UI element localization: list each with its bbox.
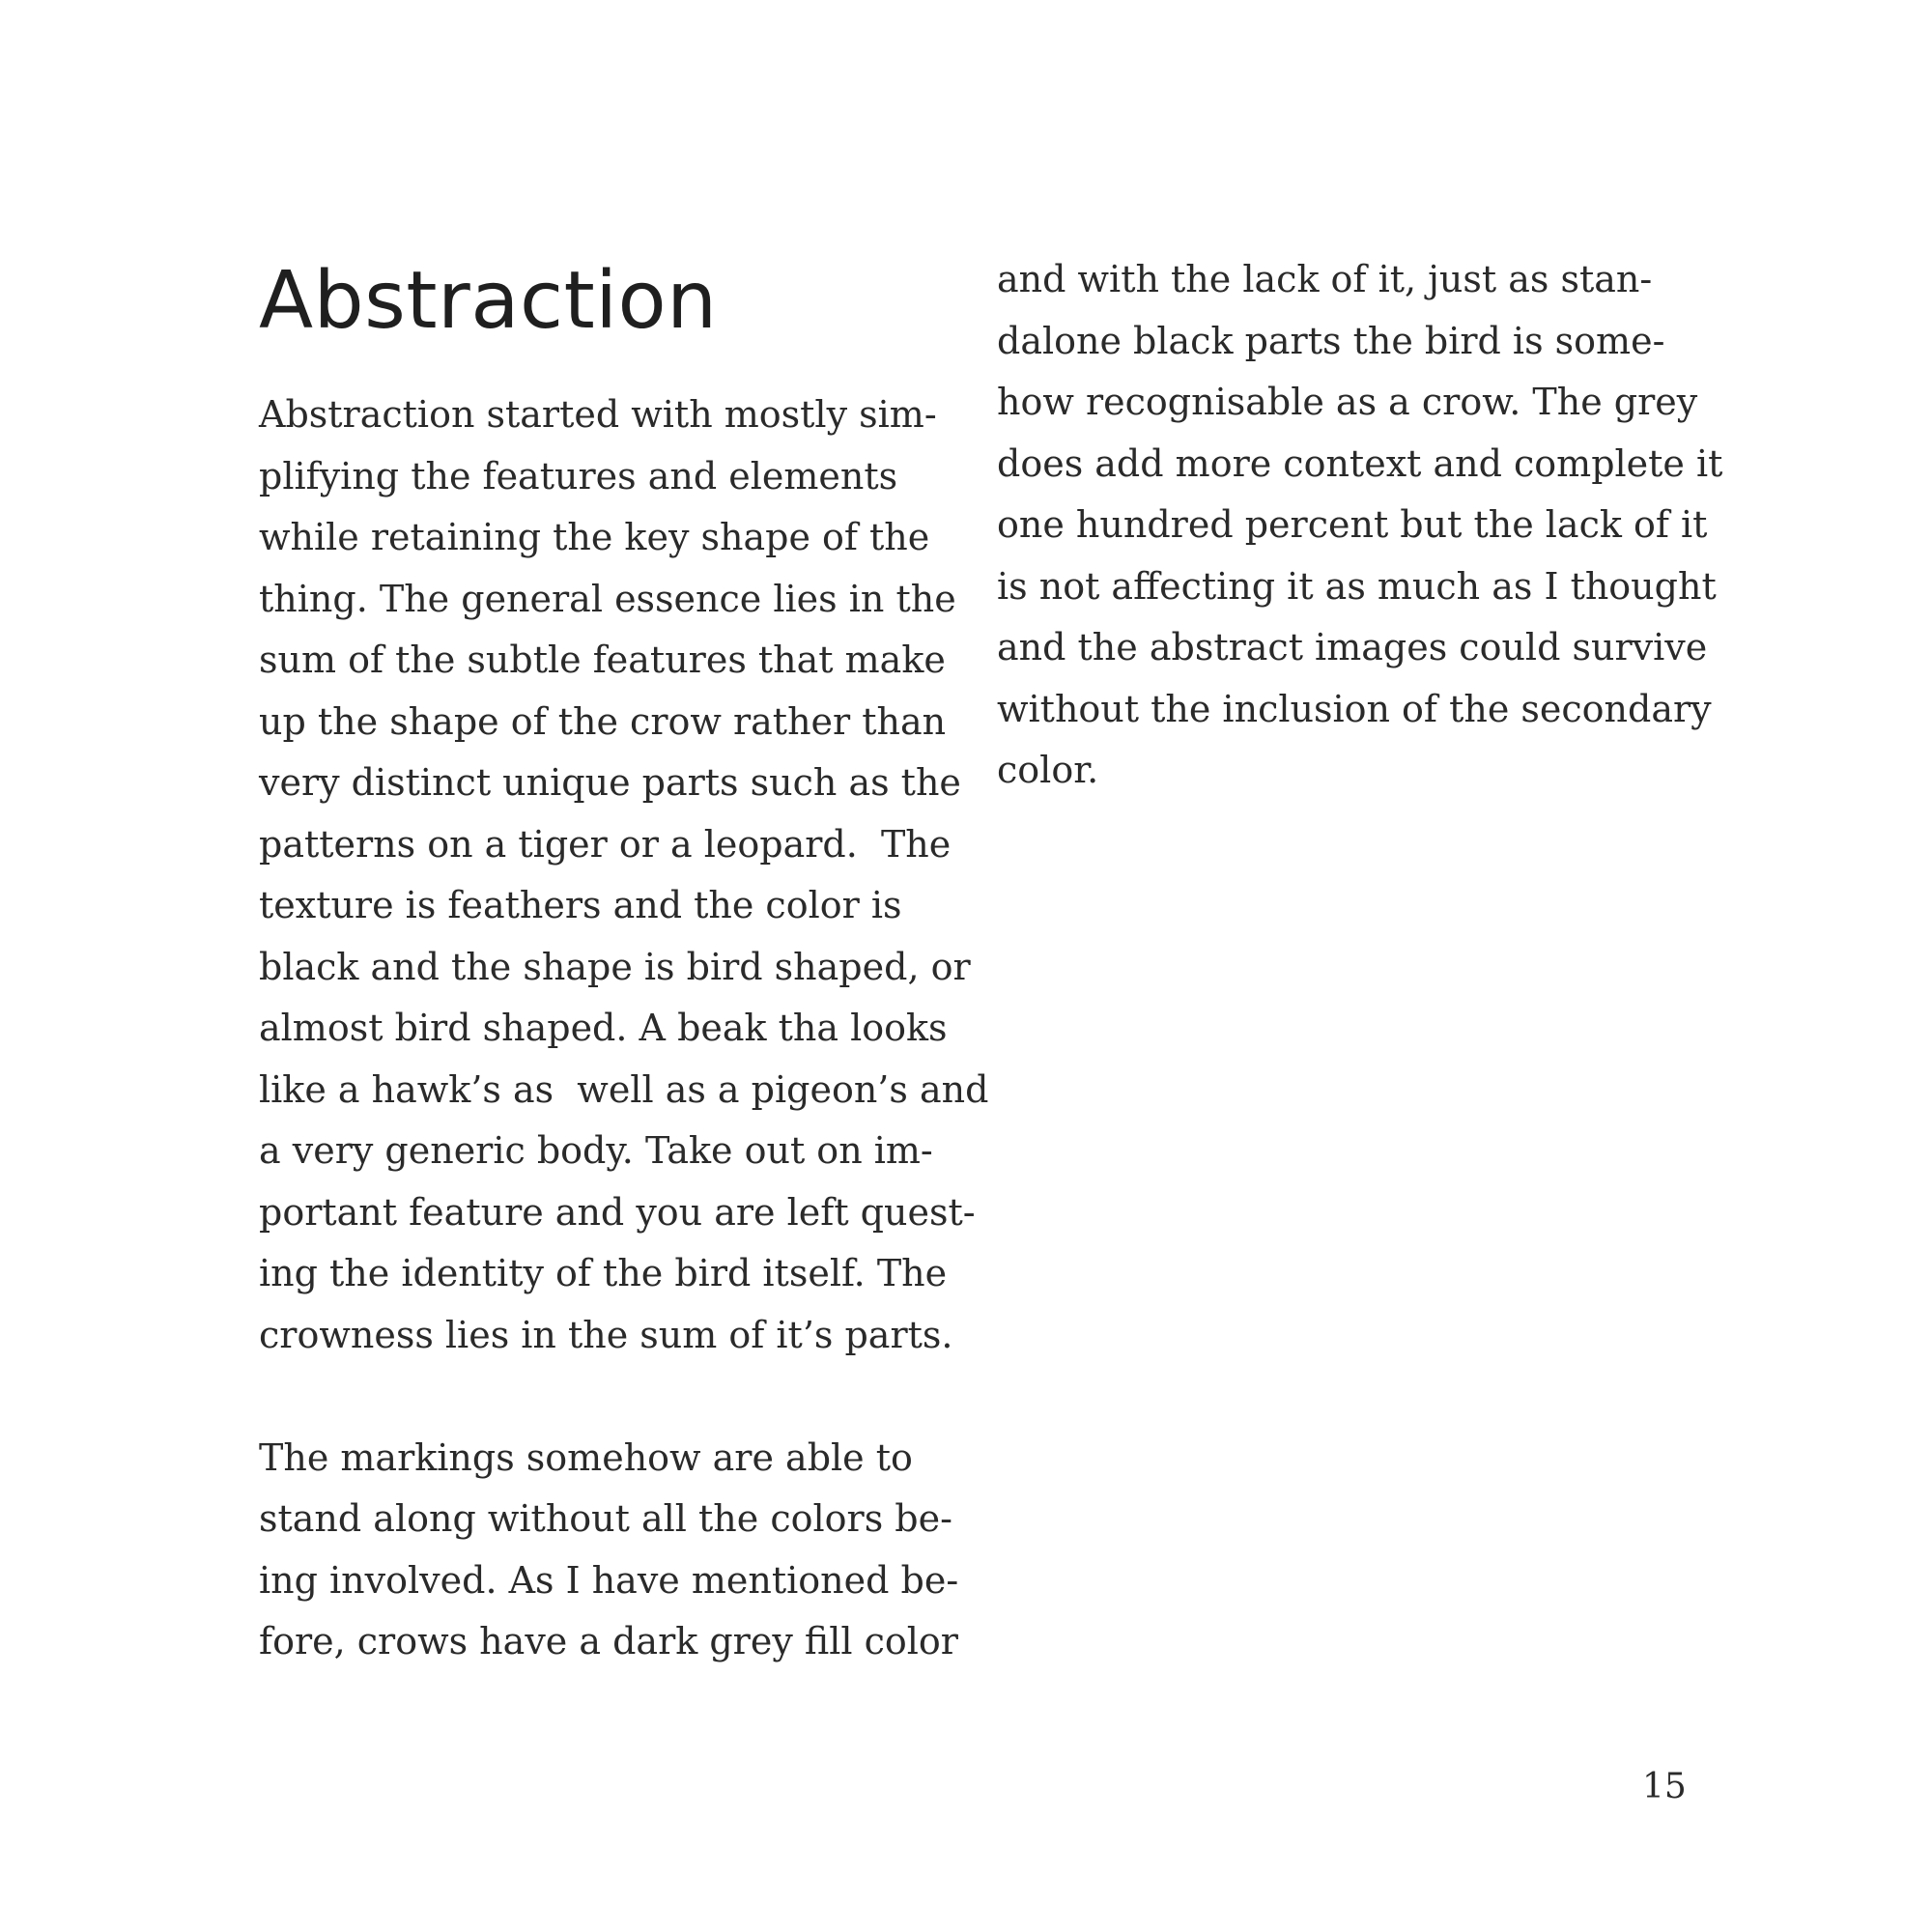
text-line: a very generic body. Take out on im- — [259, 1129, 933, 1172]
text-line: black and the shape is bird shaped, or — [259, 945, 971, 988]
paragraph-gap — [259, 1366, 974, 1428]
text-line: and with the lack of it, just as stan- — [997, 258, 1653, 300]
text-line: up the shape of the crow rather than — [259, 699, 947, 743]
text-line: The markings somehow are able to — [259, 1435, 913, 1479]
text-line: dalone black parts the bird is some- — [997, 319, 1665, 362]
text-line: one hundred percent but the lack of it — [997, 503, 1708, 546]
text-line: very distinct unique parts such as the — [259, 761, 961, 804]
text-line: color. — [997, 749, 1099, 791]
text-line: crowness lies in the sum of it’s parts. — [259, 1313, 953, 1356]
text-line: almost bird shaped. A beak tha looks — [259, 1007, 948, 1049]
text-line: is not affecting it as much as I thought — [997, 564, 1717, 608]
paragraph-markings — [259, 1428, 974, 1673]
left-text-column — [259, 384, 989, 1673]
text-line: does add more context and complete it — [997, 441, 1723, 485]
text-line: without the inclusion of the secondary — [997, 687, 1712, 730]
text-line: like a hawk’s as well as a pigeon’s and — [259, 1067, 989, 1111]
text-line: how recognisable as a crow. The grey — [997, 381, 1698, 423]
text-line: thing. The general essence lies in the — [259, 577, 956, 620]
text-line: Abstraction started with mostly sim- — [259, 393, 937, 436]
page-number: 15 — [1642, 1767, 1687, 1806]
page-title: Abstraction — [259, 255, 718, 347]
text-line: sum of the subtle features that make — [259, 639, 946, 681]
right-text-column — [997, 249, 1723, 802]
text-line: while retaining the key shape of the — [259, 516, 930, 558]
text-line: texture is feathers and the color is — [259, 884, 902, 926]
paragraph-abstraction-intro — [259, 384, 989, 1366]
text-line: plifying the features and elements — [259, 454, 898, 497]
text-line: portant feature and you are left quest- — [259, 1190, 976, 1234]
text-line: fore, crows have a dark grey fill color — [259, 1620, 958, 1662]
text-line: ing involved. As I have mentioned be- — [259, 1558, 959, 1602]
text-line: ing the identity of the bird itself. The — [259, 1252, 948, 1294]
paragraph-markings-continued — [997, 249, 1723, 802]
text-line: stand along without all the colors be- — [259, 1497, 952, 1540]
text-line: and the abstract images could survive — [997, 626, 1708, 668]
text-line: patterns on a tiger or a leopard. The — [259, 822, 952, 866]
